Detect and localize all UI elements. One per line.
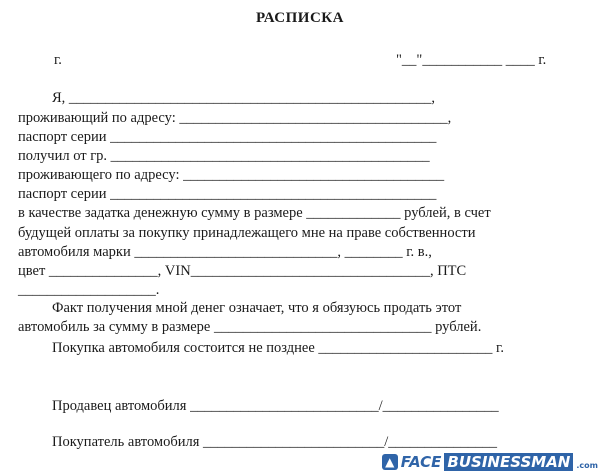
line-car-make: автомобиля марки ____________________________, ________ г. в., [18,244,432,260]
line-obligation: Факт получения мной денег означает, что я обязуюсь продать этот [52,300,462,316]
seller-signature-line: Продавец автомобиля __________________________/________________ [52,398,499,414]
line-sale-amount: автомобиль за сумму в размере ______________________________ рублей. [18,319,482,335]
shield-icon: ▲ [382,454,398,470]
line-payer-passport: паспорт серии _____________________________________________ [18,186,437,202]
document-title: РАСПИСКА [255,10,345,26]
line-payer-name: получил от гр. ____________________________________________ [18,148,430,164]
line-receiver-name: Я, __________________________________________________, [52,90,436,106]
line-car-pts: ___________________. [18,282,160,298]
buyer-signature-line: Покупатель автомобиля _________________________/_______________ [52,434,498,450]
line-car-color-vin: цвет _______________, VIN_________________________________, ПТС [18,263,467,279]
date-field: "__"___________ ____ г. [396,52,547,68]
watermark-part2: BUSINESSMAN [444,453,573,471]
line-payer-address: проживающего по адресу: ____________________________________ [18,167,445,183]
line-deposit-amount: в качестве задатка денежную сумму в размере _____________ рублей, в счет [18,205,491,221]
line-receiver-address: проживающий по адресу: _____________________________________, [18,110,452,126]
line-deadline: Покупка автомобиля состоится не позднее ________________________ г. [52,340,504,356]
watermark-suffix: .com [576,461,598,470]
line-purpose: будущей оплаты за покупку принадлежащего мне на праве собственности [18,225,476,241]
place-field: г. [54,52,62,68]
watermark-part1: FACE [400,453,442,471]
watermark-logo [382,451,598,473]
line-receiver-passport: паспорт серии _____________________________________________ [18,129,437,145]
